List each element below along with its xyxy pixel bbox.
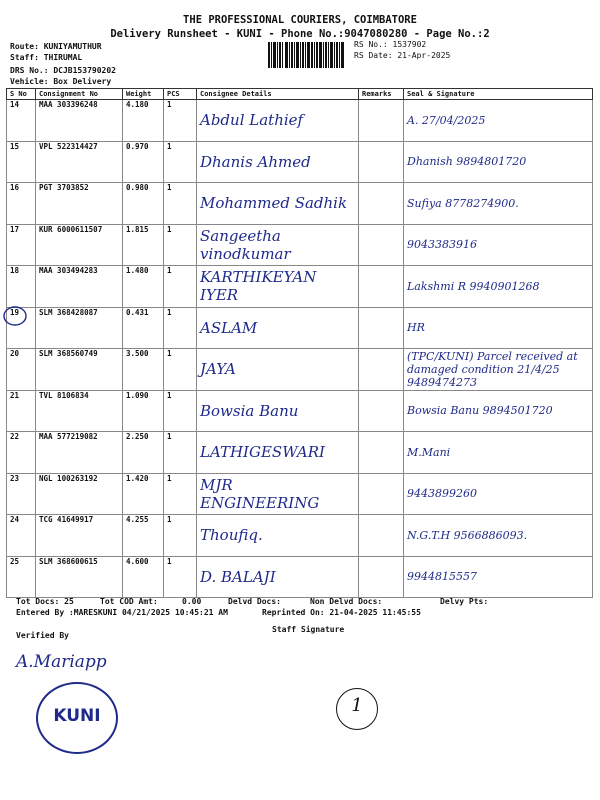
row-remarks	[359, 515, 404, 557]
row-signature: N.G.T.H 9566886093.	[404, 515, 593, 557]
kuni-stamp	[36, 682, 118, 754]
total-docs: Tot Docs: 25	[16, 597, 74, 606]
col-signature: Seal & Signature	[404, 89, 593, 100]
verified-by-label: Verified By	[16, 631, 69, 640]
table-row	[7, 473, 593, 515]
row-signature: Dhanish 9894801720	[404, 141, 593, 183]
col-consignee: Consignee Details	[197, 89, 359, 100]
row-consignee: JAYA	[197, 349, 359, 391]
col-pcs: PCS	[164, 89, 197, 100]
row-consignment-no: MAA 303396248	[36, 100, 123, 142]
row-pcs: 1	[164, 183, 197, 225]
row-signature: Lakshmi R 9940901268	[404, 266, 593, 308]
page-circle-mark	[336, 688, 378, 730]
row-sno: 21	[7, 390, 36, 432]
row-consignee: KARTHIKEYAN IYER	[197, 266, 359, 308]
row-consignee: Mohammed Sadhik	[197, 183, 359, 225]
table-row	[7, 100, 593, 142]
non-delivered-docs: Non Delvd Docs:	[310, 597, 383, 606]
row-weight: 0.431	[123, 307, 164, 349]
table-row	[7, 307, 593, 349]
row-weight: 0.980	[123, 183, 164, 225]
row-consignment-no: MAA 303494283	[36, 266, 123, 308]
row-remarks	[359, 183, 404, 225]
row-sno: 17	[7, 224, 36, 266]
table-row	[7, 515, 593, 557]
row-sno: 14	[7, 100, 36, 142]
row-signature: HR	[404, 307, 593, 349]
row-weight: 1.815	[123, 224, 164, 266]
row-sno: 23	[7, 473, 36, 515]
route: Route: KUNIYAMUTHUR	[10, 42, 102, 51]
row-consignment-no: KUR 6000611507	[36, 224, 123, 266]
table-row	[7, 349, 593, 391]
row-remarks	[359, 349, 404, 391]
row-sno: 25	[7, 556, 36, 598]
row-pcs: 1	[164, 266, 197, 308]
row-weight: 0.970	[123, 141, 164, 183]
total-cod-value: 0.00	[182, 597, 202, 606]
row-weight: 1.420	[123, 473, 164, 515]
row-remarks	[359, 473, 404, 515]
row-weight: 4.600	[123, 556, 164, 598]
row-consignment-no: SLM 368428087	[36, 307, 123, 349]
staff: Staff: THIRUMAL	[10, 53, 83, 62]
row-signature: 9443899260	[404, 473, 593, 515]
row-consignee: D. BALAJI	[197, 556, 359, 598]
row-pcs: 1	[164, 349, 197, 391]
drs-number: DRS No.: DCJB153790202	[10, 66, 116, 75]
row-sno: 18	[7, 266, 36, 308]
row-pcs: 1	[164, 432, 197, 474]
row-signature: M.Mani	[404, 432, 593, 474]
row-pcs: 1	[164, 224, 197, 266]
row-signature: 9043383916	[404, 224, 593, 266]
row-remarks	[359, 390, 404, 432]
row-signature: 9944815557	[404, 556, 593, 598]
runsheet-subtitle: Delivery Runsheet - KUNI - Phone No.:9047080280 - Page No.:2	[110, 28, 490, 40]
row-remarks	[359, 432, 404, 474]
row-consignee: Dhanis Ahmed	[197, 141, 359, 183]
row-remarks	[359, 141, 404, 183]
row-consignee: Bowsia Banu	[197, 390, 359, 432]
stamp-text: KUNI	[53, 706, 101, 726]
row-weight: 2.250	[123, 432, 164, 474]
row-weight: 3.500	[123, 349, 164, 391]
row-sno: 20	[7, 349, 36, 391]
reprinted-on: Reprinted On: 21-04-2025 11:45:55	[262, 608, 421, 617]
col-weight: Weight	[123, 89, 164, 100]
row-sno: 19	[7, 307, 36, 349]
row-pcs: 1	[164, 307, 197, 349]
vehicle: Vehicle: Box Delivery	[10, 77, 112, 86]
row-19-circle-mark	[2, 305, 28, 327]
barcode-icon	[268, 42, 344, 68]
col-sno: S No	[7, 89, 36, 100]
row-pcs: 1	[164, 390, 197, 432]
row-consignee: Thoufiq.	[197, 515, 359, 557]
row-signature: Bowsia Banu 9894501720	[404, 390, 593, 432]
total-cod-label: Tot COD Amt:	[100, 597, 158, 606]
company-title: THE PROFESSIONAL COURIERS, COIMBATORE	[183, 14, 417, 26]
row-consignee: LATHIGESWARI	[197, 432, 359, 474]
verifier-signature: A.Mariapp	[16, 652, 107, 672]
row-consignment-no: TCG 41649917	[36, 515, 123, 557]
row-pcs: 1	[164, 100, 197, 142]
rs-number: RS No.: 1537902	[354, 40, 427, 49]
row-pcs: 1	[164, 141, 197, 183]
row-sno: 15	[7, 141, 36, 183]
row-weight: 4.255	[123, 515, 164, 557]
row-consignment-no: NGL 100263192	[36, 473, 123, 515]
row-weight: 1.090	[123, 390, 164, 432]
table-row	[7, 390, 593, 432]
row-consignee: MJR ENGINEERING	[197, 473, 359, 515]
row-remarks	[359, 266, 404, 308]
row-pcs: 1	[164, 556, 197, 598]
table-row	[7, 224, 593, 266]
delivered-docs: Delvd Docs:	[228, 597, 281, 606]
row-sno: 22	[7, 432, 36, 474]
row-signature: (TPC/KUNI) Parcel received at damaged condition 21/4/25 9489474273	[404, 349, 593, 391]
row-consignee: ASLAM	[197, 307, 359, 349]
rs-date: RS Date: 21-Apr-2025	[354, 51, 451, 60]
entered-by: Entered By :MARESKUNI 04/21/2025 10:45:21 AM	[16, 608, 228, 617]
row-sno: 16	[7, 183, 36, 225]
page-mark-number: 1	[351, 695, 363, 716]
table-row	[7, 432, 593, 474]
row-pcs: 1	[164, 515, 197, 557]
row-consignment-no: VPL 522314427	[36, 141, 123, 183]
row-signature: A. 27/04/2025	[404, 100, 593, 142]
row-consignment-no: SLM 368600615	[36, 556, 123, 598]
row-signature: Sufiya 8778274900.	[404, 183, 593, 225]
table-row	[7, 183, 593, 225]
table-row	[7, 556, 593, 598]
row-remarks	[359, 224, 404, 266]
staff-signature-label: Staff Signature	[272, 625, 345, 634]
table-row	[7, 141, 593, 183]
row-weight: 4.180	[123, 100, 164, 142]
row-pcs: 1	[164, 473, 197, 515]
runsheet-table	[6, 88, 593, 598]
row-remarks	[359, 307, 404, 349]
col-remarks: Remarks	[359, 89, 404, 100]
row-sno: 24	[7, 515, 36, 557]
row-weight: 1.480	[123, 266, 164, 308]
delivery-points: Delvy Pts:	[440, 597, 489, 606]
row-consignment-no: MAA 577219082	[36, 432, 123, 474]
row-consignment-no: TVL 8106834	[36, 390, 123, 432]
row-consignment-no: SLM 368560749	[36, 349, 123, 391]
row-consignee: Abdul Lathief	[197, 100, 359, 142]
row-consignee: Sangeetha vinodkumar	[197, 224, 359, 266]
table-row	[7, 266, 593, 308]
col-consignment: Consignment No	[36, 89, 123, 100]
row-remarks	[359, 100, 404, 142]
row-remarks	[359, 556, 404, 598]
row-consignment-no: PGT 3703852	[36, 183, 123, 225]
